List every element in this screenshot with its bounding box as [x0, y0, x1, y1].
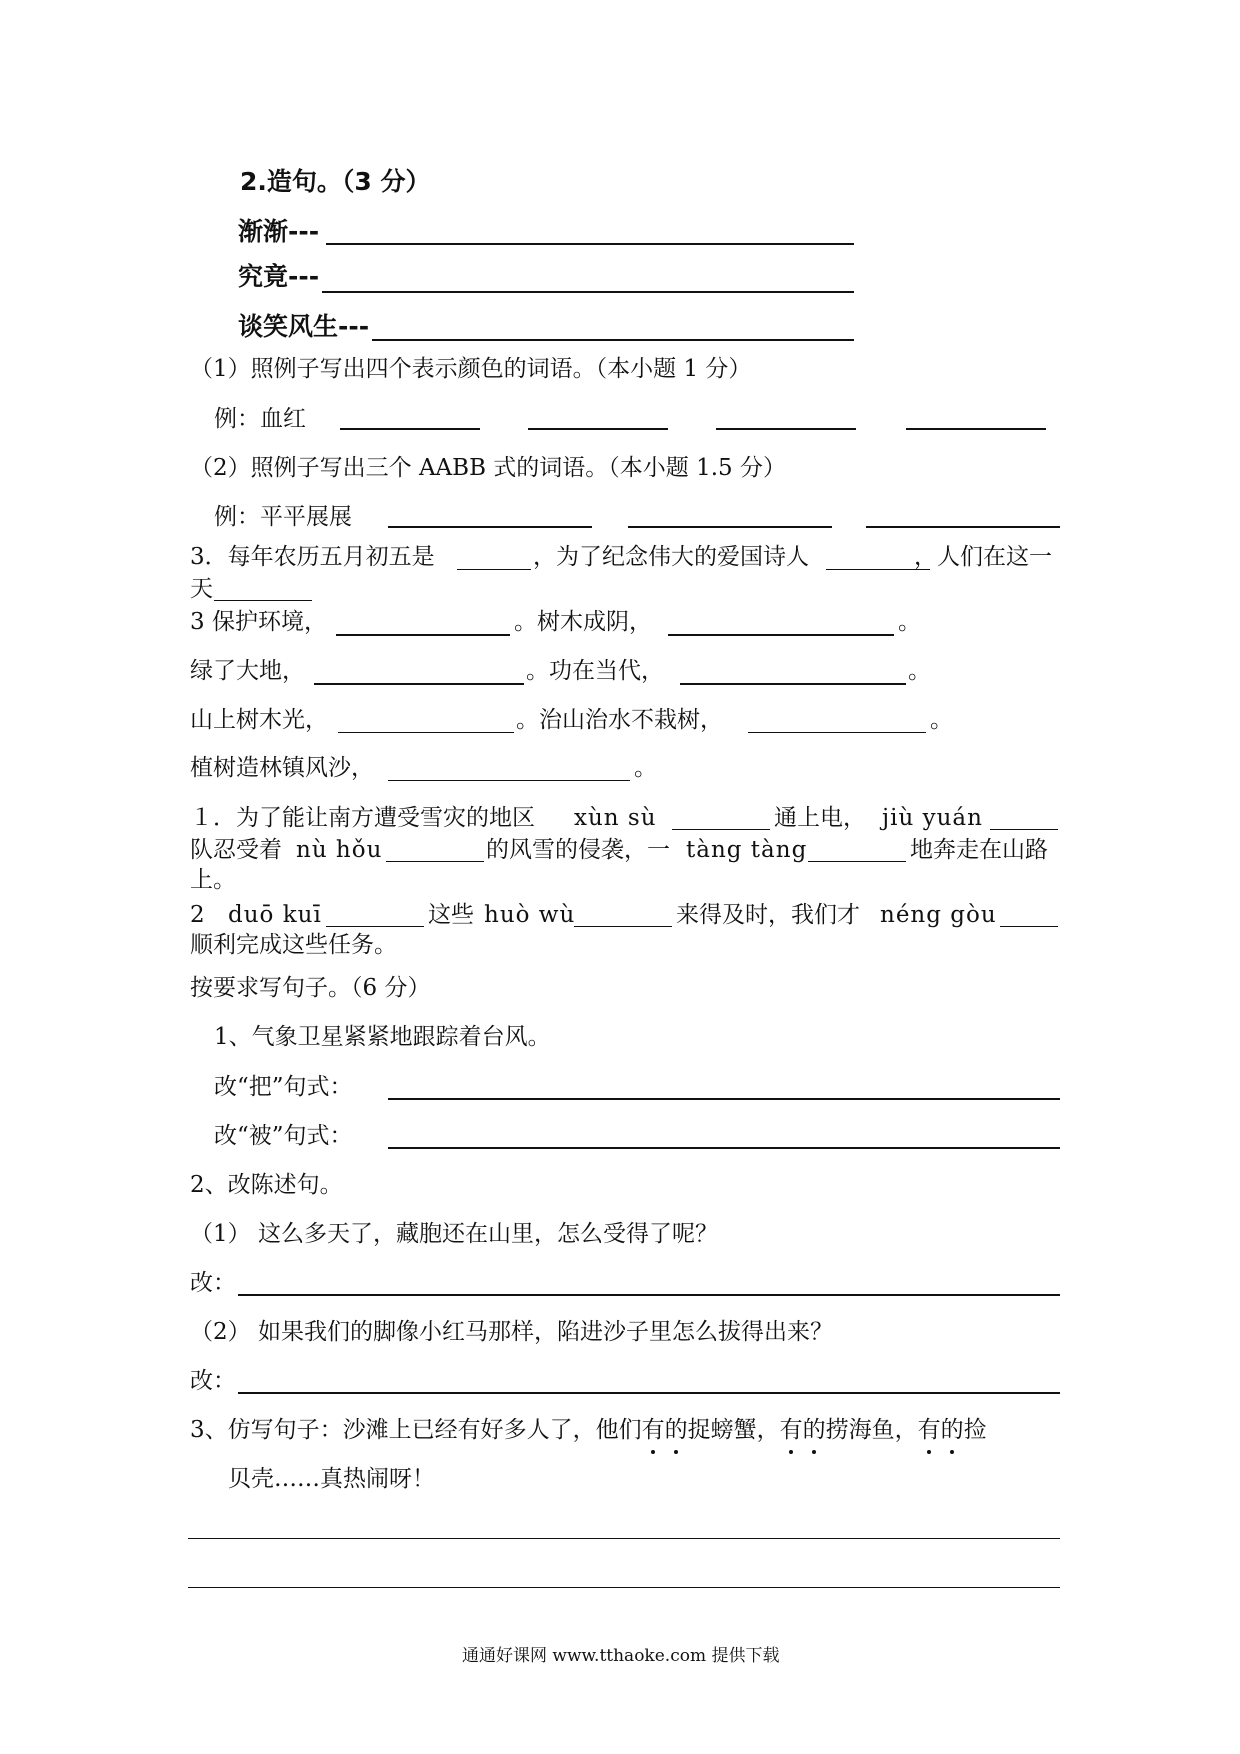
emph-de-2: 的 — [802, 1417, 826, 1443]
pinyin-4-number: 2 — [190, 902, 205, 928]
color-blank-1[interactable] — [340, 428, 480, 430]
aabb-blank-3[interactable] — [866, 526, 1060, 528]
proverb-2c: 。 — [908, 658, 931, 684]
example-xuehong: 例：血红 — [214, 406, 306, 432]
imitate-question: 3、仿写句子：沙滩上已经有好多人了，他们有的捉螃蟹，有的捞海鱼，有的捡 — [190, 1417, 987, 1443]
answer-blank-tanxiao[interactable] — [372, 339, 854, 341]
rewrite-q1: 1、气象卫星紧紧地跟踪着台风。 — [214, 1024, 551, 1050]
proverb-blank-7[interactable] — [388, 780, 630, 781]
proverb-4b: 。 — [634, 755, 657, 781]
word-tanxiaofengsheng: 谈笑风生--- — [238, 312, 370, 341]
rewrite-q2-1-label: 改： — [190, 1270, 236, 1296]
blank-custom[interactable] — [214, 600, 312, 601]
q3-text-tian: 天 — [190, 576, 213, 602]
proverb-3a: 山上树木光， — [190, 707, 328, 733]
answer-blank-q2-1[interactable] — [238, 1294, 1060, 1296]
answer-blank-q2-2[interactable] — [238, 1392, 1060, 1394]
pinyin-nenggou: néng gòu — [880, 902, 997, 928]
answer-line-1[interactable] — [188, 1538, 1060, 1539]
aabb-blank-2[interactable] — [628, 526, 832, 528]
color-blank-4[interactable] — [906, 428, 1046, 430]
blank-duokui[interactable] — [326, 926, 424, 927]
emph-de-3: 的 — [940, 1417, 964, 1443]
section-title-sentences: 2.造句。（3 分） — [240, 167, 431, 196]
q3-text-c: ，人们在这一 — [914, 544, 1052, 570]
proverb-4a: 植树造林镇风沙， — [190, 755, 374, 781]
section-title-rewrite: 按要求写句子。（6 分） — [190, 975, 431, 1001]
proverb-blank-4[interactable] — [680, 683, 906, 685]
answer-blank-ba[interactable] — [388, 1098, 1060, 1100]
emph-you-1: 有 — [641, 1417, 665, 1443]
emph-you-3: 有 — [917, 1417, 941, 1443]
proverb-1c: 。 — [898, 609, 921, 635]
emph-de-1: 的 — [664, 1417, 688, 1443]
word-jiujing: 究竟--- — [238, 262, 320, 291]
word-jianjian: 渐渐--- — [238, 217, 320, 246]
answer-blank-bei[interactable] — [388, 1147, 1060, 1149]
q3-text-b: ，为了纪念伟大的爱国诗人 — [533, 544, 809, 570]
footer-source: 通通好课网 www.tthaoke.com 提供下载 — [462, 1646, 780, 1666]
rewrite-ba-label: 改“把”句式： — [214, 1074, 353, 1100]
answer-blank-jianjian[interactable] — [326, 243, 854, 245]
rewrite-q2-2: （2） 如果我们的脚像小红马那样，陷进沙子里怎么拔得出来？ — [190, 1319, 833, 1345]
proverb-blank-6[interactable] — [748, 732, 926, 733]
pinyin-2b: 的风雪的侵袭，一 — [486, 837, 670, 863]
blank-tangtang[interactable] — [808, 861, 906, 862]
pinyin-5: 顺利完成这些任务。 — [190, 932, 397, 958]
color-blank-3[interactable] — [716, 428, 856, 430]
pinyin-1b: 通上电， — [774, 805, 866, 831]
proverb-1a: 3 保护环境， — [190, 609, 327, 635]
pinyin-duokui: duō kuī — [228, 902, 322, 928]
question-colors: （1）照例子写出四个表示颜色的词语。（本小题 1 分） — [190, 356, 752, 382]
pinyin-tangtang: tàng tàng — [686, 837, 808, 863]
blank-nuhou[interactable] — [386, 861, 484, 862]
answer-blank-jiujing[interactable] — [322, 291, 854, 293]
rewrite-q2-2-label: 改： — [190, 1368, 236, 1394]
proverb-blank-3[interactable] — [314, 683, 524, 685]
proverb-3c: 。 — [930, 707, 953, 733]
pinyin-4b: 这些 — [428, 902, 474, 928]
example-pingpingzhanzhan: 例：平平展展 — [214, 504, 352, 530]
aabb-blank-1[interactable] — [388, 526, 592, 528]
pinyin-3: 上。 — [190, 867, 236, 893]
pinyin-2c: 地奔走在山路 — [910, 837, 1048, 863]
blank-huowu[interactable] — [574, 926, 672, 927]
blank-jiuyuan[interactable] — [990, 829, 1058, 830]
rewrite-q2-1: （1） 这么多天了，藏胞还在山里，怎么受得了呢？ — [190, 1221, 718, 1247]
rewrite-bei-label: 改“被”句式： — [214, 1123, 353, 1149]
proverb-3b: 。治山治水不栽树， — [516, 707, 723, 733]
answer-line-2[interactable] — [188, 1587, 1060, 1588]
emph-you-2: 有 — [779, 1417, 803, 1443]
pinyin-xunsu: xùn sù — [574, 805, 657, 831]
question-aabb: （2）照例子写出三个 AABB 式的词语。（本小题 1.5 分） — [190, 455, 786, 481]
pinyin-huowu: huò wù — [484, 902, 576, 928]
proverb-1b: 。树木成阴， — [514, 609, 652, 635]
q3-text-a: 3．每年农历五月初五是 — [190, 544, 435, 570]
blank-duanwu[interactable] — [457, 569, 531, 570]
pinyin-nuhou: nù hǒu — [296, 837, 383, 863]
pinyin-4c: 来得及时，我们才 — [676, 902, 860, 928]
proverb-blank-5[interactable] — [338, 732, 514, 733]
blank-xunsu[interactable] — [672, 829, 770, 830]
rewrite-q2: 2、改陈述句。 — [190, 1172, 343, 1198]
blank-nenggou[interactable] — [1000, 926, 1058, 927]
proverb-2a: 绿了大地， — [190, 658, 305, 684]
pinyin-2a: 队忍受着 — [190, 837, 282, 863]
pinyin-1a: １．为了能让南方遭受雪灾的地区 — [190, 805, 535, 831]
proverb-2b: 。功在当代， — [526, 658, 664, 684]
imitate-question-line2: 贝壳……真热闹呀！ — [228, 1466, 435, 1492]
proverb-blank-1[interactable] — [336, 634, 510, 636]
proverb-blank-2[interactable] — [668, 634, 894, 636]
color-blank-2[interactable] — [528, 428, 668, 430]
pinyin-jiuyuan: jiù yuán — [882, 805, 983, 831]
